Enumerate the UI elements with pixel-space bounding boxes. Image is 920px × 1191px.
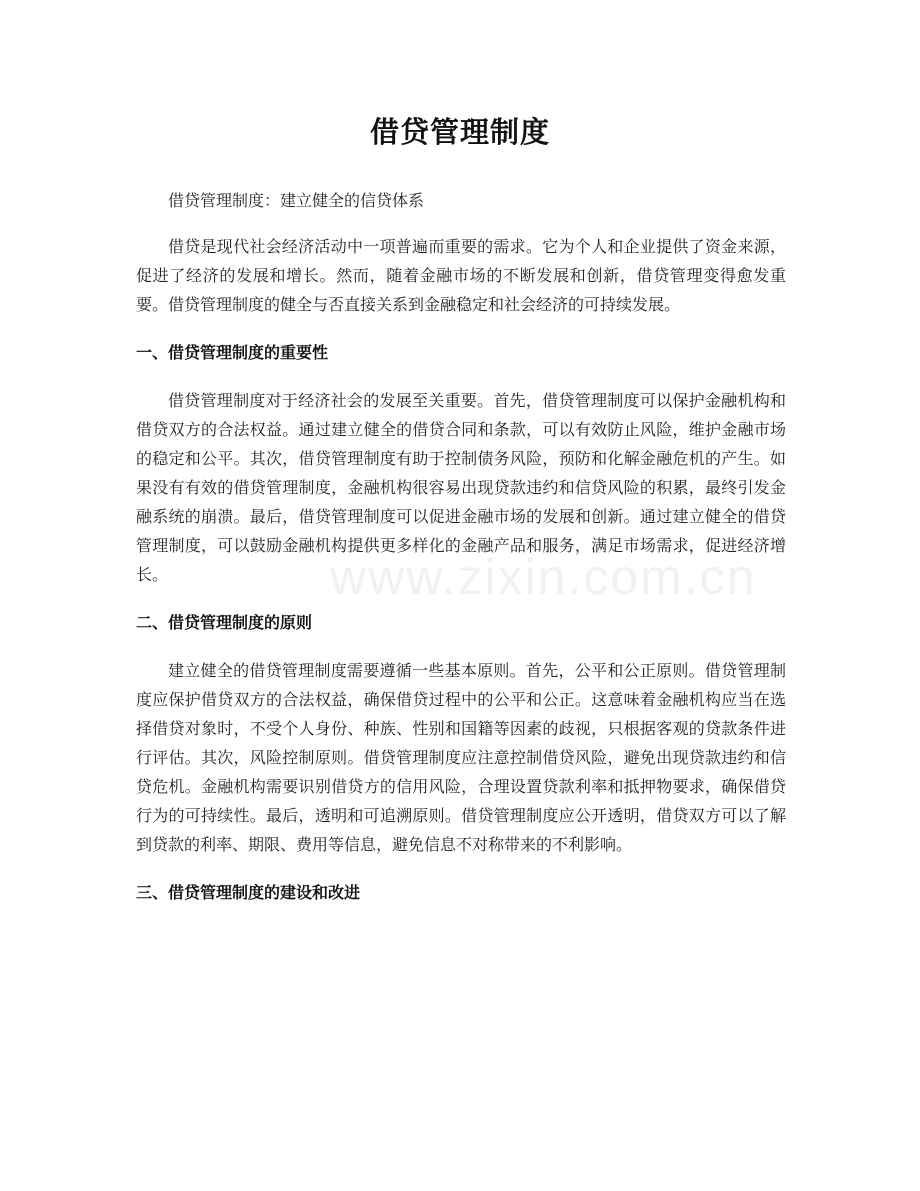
subtitle-paragraph: 借贷管理制度：建立健全的信贷体系 xyxy=(168,191,425,210)
watermark: www.zixin.com.cn xyxy=(330,549,757,605)
page-title: 借贷管理制度 xyxy=(369,115,550,149)
section-heading-principles: 二、借贷管理制度的原则 xyxy=(136,613,313,632)
section-body-principles: 建立健全的借贷管理制度需要遵循一些基本原则。首先，公平和公正原则。借贷管理制度应保护借贷双方的合法权益，确保借贷过程中的公平和公正。这意味着金融机构应当在选择借贷对象时，不受个人身份、种族、性别和国籍等因素的歧视，只根据客观的贷款条件进行评估。其次，风险控制原则。借贷管理制度应注意控制借贷风险，避免出现贷款违约和信贷危机。金融机构需要识别借贷方的信用风险，合理设置贷款利率和抵押物要求，确保借贷行为的可持续性。最后，透明和可追溯原则。借贷管理制度应公开透明，借贷双方可以了解到贷款的利率、期限、费用等信息，避免信息不对称带来的不利影响。 xyxy=(136,661,786,854)
section-heading-importance: 一、借贷管理制度的重要性 xyxy=(136,343,329,362)
document-body xyxy=(136,186,786,926)
section-heading-construction: 三、借贷管理制度的建设和改进 xyxy=(136,883,361,902)
intro-paragraph: 借贷是现代社会经济活动中一项普遍而重要的需求。它为个人和企业提供了资金来源，促进了经济的发展和增长。然而，随着金融市场的不断发展和创新，借贷管理变得愈发重要。借贷管理制度的健全与否直接关系到金融稳定和社会经济的可持续发展。 xyxy=(136,237,786,314)
section-body-importance: 借贷管理制度对于经济社会的发展至关重要。首先，借贷管理制度可以保护金融机构和借贷双方的合法权益。通过建立健全的借贷合同和条款，可以有效防止风险，维护金融市场的稳定和公平。其次，借贷管理制度有助于控制债务风险，预防和化解金融危机的产生。如果没有有效的借贷管理制度，金融机构很容易出现贷款违约和信贷风险的积累，最终引发金融系统的崩溃。最后，借贷管理制度可以促进金融市场的发展和创新。通过建立健全的借贷管理制度，可以鼓励金融机构提供更多样化的金融产品和服务，满足市场需求，促进经济增长。 xyxy=(136,391,786,584)
